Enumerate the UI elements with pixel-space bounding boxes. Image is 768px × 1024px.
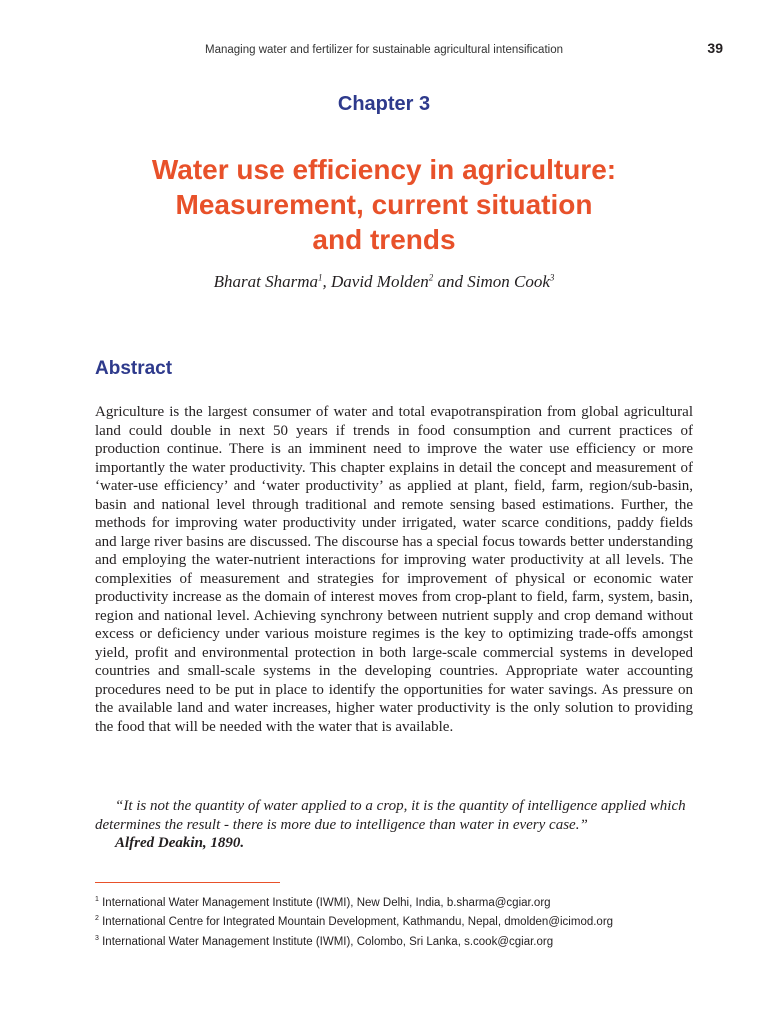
author-affiliation-mark: 2 (428, 272, 434, 283)
chapter-title-line: Water use efficiency in agriculture: (151, 154, 617, 185)
epigraph-quote (95, 797, 695, 853)
footnote-divider (95, 882, 280, 883)
author-name: David Molden (331, 272, 429, 291)
footnote-text: International Water Management Institute (IWMI), New Delhi, India, b.sharma@cgiar.org (102, 896, 551, 909)
author-affiliation-mark: 1 (318, 272, 323, 283)
footnote-mark: 3 (95, 934, 99, 942)
footnotes (95, 892, 715, 950)
author-separator: and (433, 272, 468, 291)
footnote-mark: 2 (95, 915, 99, 923)
author-affiliation-mark: 3 (549, 272, 555, 283)
chapter-title-line: and trends (312, 224, 456, 255)
abstract-body: Agriculture is the largest consumer of water and total evapotranspiration from global agricultural land could double in next 50 years if trends in food consumption and current practices of production continue. There is an imminent need to improve the water use efficiency or more importantly the water productivity. This chapter explains in detail the concept and measurement of ‘water-use efficiency’ and ‘water productivity’ as applied at plant, field, farm, region/sub-basin, basin and national level through traditional and remote sensing based estimations. Further, the methods for improving water productivity under irrigated, water scarce conditions, paddy fields and large river basins are discussed. The discourse has a special focus towards better understanding and employing the water-nutrient interactions for improving water productivity at all levels. The complexities of measurement and strategies for improvement of physical or economic water productivity increase as the domain of interest moves from crop-plant to field, farm, system, basin, region and national level. Achieving synchrony between nutrient supply and crop demand without excess or deficiency under various moisture regimes is the key to optimizing trade-offs amongst yield, profit and environmental protection in both large-scale commercial systems in developed countries and small-scale systems in the developing countries. Appropriate water accounting procedures need to be put in place to identify the opportunities for water savings. As pressure on the available land and water increases, higher water productivity is the only solution to providing the food that will be needed with the water that is available. (95, 404, 693, 735)
author-name: Bharat Sharma (213, 272, 318, 291)
footnote (95, 892, 715, 911)
footnote (95, 911, 715, 930)
footnote (95, 931, 715, 950)
chapter-title-line: Measurement, current situation (175, 189, 593, 220)
chapter-title (60, 152, 708, 257)
footnote-text: International Centre for Integrated Mountain Development, Kathmandu, Nepal, dmolden@icimod.org (102, 916, 614, 929)
quote-text: “It is not the quantity of water applied to a crop, it is the quantity of intelligence applied which determines the result - there is more due to intelligence than water in every case.” (95, 798, 686, 833)
quote-author: Alfred Deakin, 1890. (115, 835, 245, 851)
author-separator: , (322, 272, 331, 291)
footnote-mark: 1 (95, 896, 99, 903)
running-header: Managing water and fertilizer for sustainable agricultural intensification (205, 44, 563, 56)
footnote-text: International Water Management Institute (IWMI), Colombo, Sri Lanka, s.cook@cgiar.org (102, 935, 554, 948)
author-list (0, 272, 768, 292)
abstract-heading: Abstract (95, 358, 173, 379)
page-number: 39 (707, 40, 723, 56)
chapter-label: Chapter 3 (337, 93, 431, 115)
author-name: Simon Cook (467, 272, 550, 291)
